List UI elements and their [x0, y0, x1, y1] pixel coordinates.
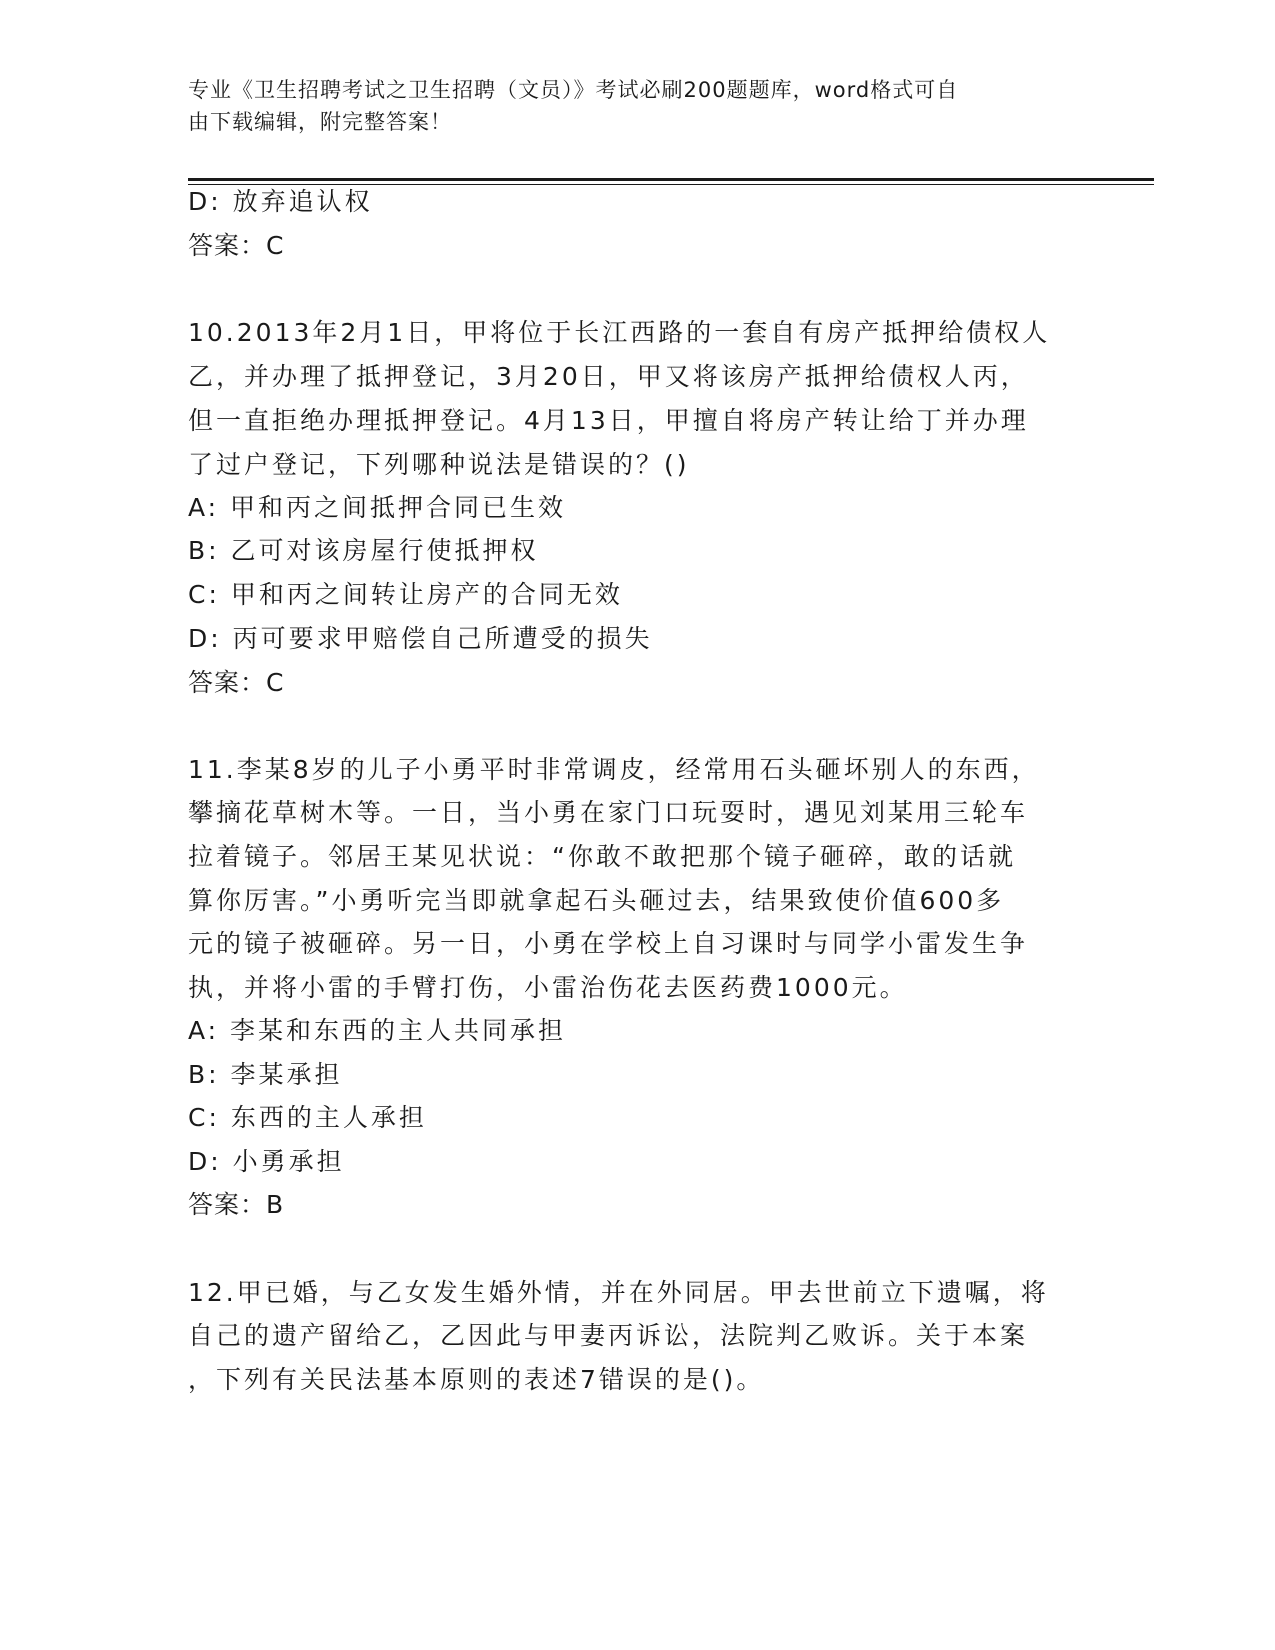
q11-stem-line-3: 拉着镜子。邻居王某见状说：“你敢不敢把那个镜子砸碎，敢的话就 [188, 842, 1016, 871]
q11-option-c: C: 东西的主人承担 [188, 1103, 427, 1132]
q10-option-d: D: 丙可要求甲赔偿自己所遭受的损失 [188, 624, 653, 653]
q12-stem-line-1: 12.甲已婚，与乙女发生婚外情，并在外同居。甲去世前立下遗嘱，将 [188, 1278, 1049, 1307]
q12-stem-line-3: ，下列有关民法基本原则的表述7错误的是()。 [188, 1365, 765, 1394]
header-title-line-1: 专业《卫生招聘考试之卫生招聘（文员）》考试必刷200题题库，word格式可自 [188, 78, 959, 102]
q11-stem-line-5: 元的镜子被砸碎。另一日，小勇在学校上自习课时与同学小雷发生争 [188, 929, 1029, 958]
q10-stem-line-2: 乙，并办理了抵押登记，3月20日，甲又将该房产抵押给债权人丙， [188, 362, 1029, 391]
q11-option-b: B: 李某承担 [188, 1060, 343, 1089]
q10-stem-line-4: 了过户登记，下列哪种说法是错误的？() [188, 450, 690, 479]
q10-option-b: B: 乙可对该房屋行使抵押权 [188, 536, 539, 565]
q11-stem-line-2: 攀摘花草树木等。一日，当小勇在家门口玩耍时，遇见刘某用三轮车 [188, 798, 1029, 827]
q12-stem-line-2: 自己的遗产留给乙，乙因此与甲妻丙诉讼，法院判乙败诉。关于本案 [188, 1321, 1029, 1350]
q10-stem-line-3: 但一直拒绝办理抵押登记。4月13日，甲擅自将房产转让给丁并办理 [188, 406, 1029, 435]
q11-option-a: A: 李某和东西的主人共同承担 [188, 1016, 567, 1045]
q11-stem-line-4: 算你厉害。”小勇听完当即就拿起石头砸过去，结果致使价值600多 [188, 886, 1005, 915]
header-divider-thick [188, 178, 1154, 181]
header-title-line-2: 由下载编辑，附完整答案！ [188, 110, 452, 134]
q11-stem-line-6: 执，并将小雷的手臂打伤，小雷治伤花去医药费1000元。 [188, 973, 908, 1002]
q10-option-a: A: 甲和丙之间抵押合同已生效 [188, 493, 567, 522]
q10-stem-line-1: 10.2013年2月1日，甲将位于长江西路的一套自有房产抵押给债权人 [188, 318, 1051, 347]
q11-answer: 答案：B [188, 1190, 285, 1219]
q11-stem-line-1: 11.李某8岁的儿子小勇平时非常调皮，经常用石头砸坏别人的东西， [188, 755, 1040, 784]
header-divider-thin [188, 184, 1154, 185]
q10-option-c: C: 甲和丙之间转让房产的合同无效 [188, 580, 623, 609]
q10-answer: 答案：C [188, 668, 285, 697]
q9-option-d: D: 放弃追认权 [188, 187, 373, 216]
q9-answer: 答案：C [188, 231, 285, 260]
document-header [188, 74, 1068, 138]
q11-option-d: D: 小勇承担 [188, 1147, 345, 1176]
